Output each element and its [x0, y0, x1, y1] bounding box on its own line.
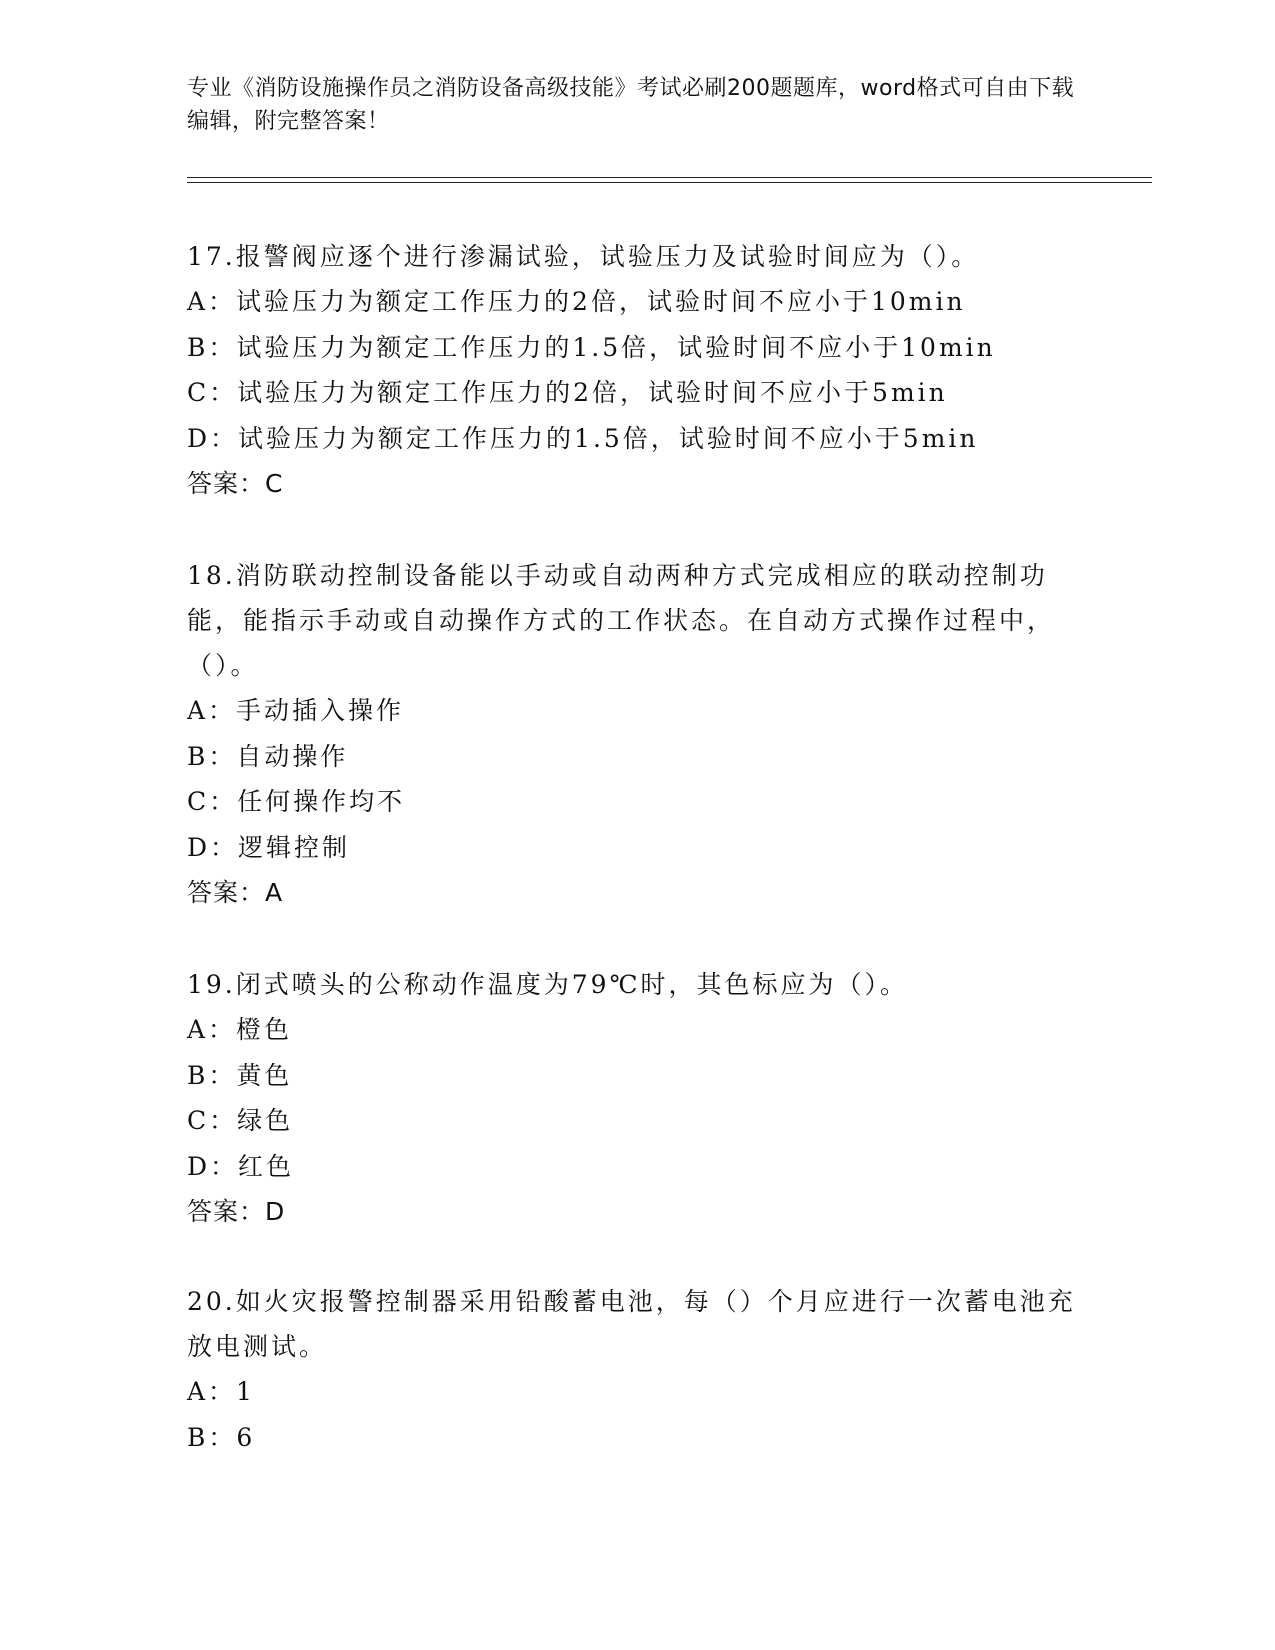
- option-d: D：试验压力为额定工作压力的1.5倍，试验时间不应小于5min: [187, 423, 979, 453]
- question-stem: 17.报警阀应逐个进行渗漏试验，试验压力及试验时间应为（）。: [187, 242, 980, 271]
- question-stem: 19.闭式喷头的公称动作温度为79℃时，其色标应为（）。: [187, 970, 909, 999]
- option-a: A：手动插入操作: [187, 696, 405, 725]
- header-rule-top: [187, 177, 1152, 178]
- answer: 答案：D: [187, 1197, 286, 1226]
- option-a: A：1: [187, 1377, 255, 1406]
- option-c: C：试验压力为额定工作压力的2倍，试验时间不应小于5min: [187, 378, 948, 407]
- option-d: D：逻辑控制: [187, 832, 351, 862]
- option-b: B：试验压力为额定工作压力的1.5倍，试验时间不应小于10min: [187, 332, 996, 362]
- option-b: B：6: [187, 1422, 256, 1452]
- document-header: 专业《消防设施操作员之消防设备高级技能》考试必刷200题题库，word格式可自由下载编辑，附完整答案！: [187, 76, 1075, 134]
- question-stem: 20.如火灾报警控制器采用铅酸蓄电池，每（）个月应进行一次蓄电池充放电测试。: [187, 1287, 1076, 1361]
- option-b: B：黄色: [187, 1060, 293, 1090]
- answer: 答案：A: [187, 878, 284, 907]
- answer: 答案：C: [187, 469, 284, 498]
- option-a: A：橙色: [187, 1015, 293, 1044]
- option-b: B：自动操作: [187, 741, 349, 771]
- option-c: C：任何操作均不: [187, 787, 406, 816]
- question-stem: 18.消防联动控制设备能以手动或自动两种方式完成相应的联动控制功能，能指示手动或自动操作方式的工作状态。在自动方式操作过程中，（）。: [187, 561, 1056, 680]
- question-17: [187, 234, 1077, 506]
- header-rule-bottom: [187, 182, 1152, 183]
- option-c: C：绿色: [187, 1106, 294, 1135]
- question-19: [187, 962, 1077, 1234]
- question-18: [187, 553, 1077, 915]
- option-d: D：红色: [187, 1151, 295, 1181]
- option-a: A：试验压力为额定工作压力的2倍，试验时间不应小于10min: [187, 287, 966, 316]
- question-20: [187, 1279, 1077, 1460]
